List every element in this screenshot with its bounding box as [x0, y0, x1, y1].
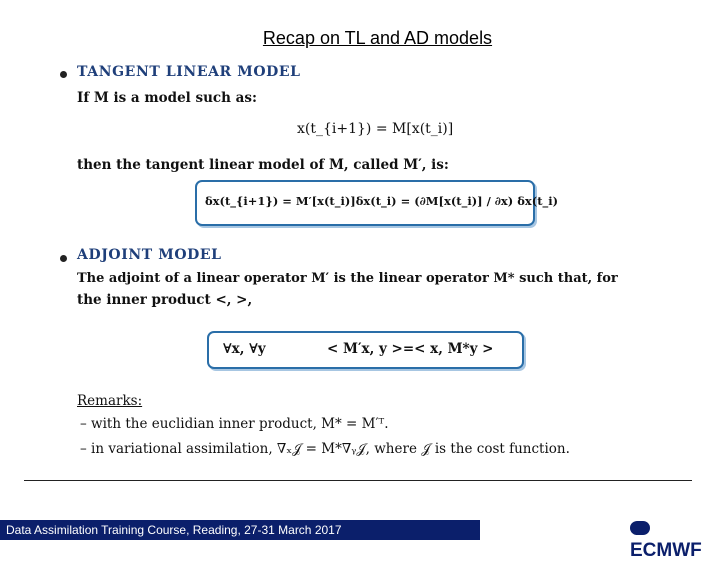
ad-box-quantifier: ∀x, ∀y [223, 341, 266, 357]
remark-2: – in variational assimilation, ∇ₓ𝒥 = M*∇ᵧ𝒥, where 𝒥 is the cost function. [80, 441, 570, 457]
tl-if-text: If M is a model such as: [77, 90, 257, 106]
slide-title: Recap on TL and AD models [262, 28, 493, 48]
remark-1: – with the euclidian inner product, M* = M′ᵀ. [80, 416, 389, 432]
ecmwf-logo-icon [630, 521, 650, 535]
ad-line-1: The adjoint of a linear operator M′ is the linear operator M* such that, for [77, 271, 618, 286]
footer-bar: Data Assimilation Training Course, Reading, 27-31 March 2017 [0, 520, 480, 540]
bullet-tl [60, 71, 67, 78]
bullet-ad [60, 255, 67, 262]
ecmwf-logo [630, 518, 720, 562]
ad-equation-box [207, 331, 524, 369]
logo-text: ECMWF [630, 540, 702, 561]
footer-divider [24, 480, 692, 481]
tl-box-equation: δx(t_{i+1}) = M′[x(t_i)]δx(t_i) = (∂M[x(t_i)] / ∂x) δx(t_i) [205, 194, 559, 208]
ad-line-2: the inner product <, >, [77, 292, 253, 308]
tl-heading: TANGENT LINEAR MODEL [77, 64, 301, 80]
ad-box-equation: < M′x, y >=< x, M*y > [327, 341, 494, 357]
tl-equation-box [195, 180, 559, 226]
tl-model-equation: x(t_{i+1}) = M[x(t_i)] [297, 121, 454, 137]
remarks-label: Remarks: [77, 393, 143, 409]
ad-heading: ADJOINT MODEL [77, 247, 222, 263]
tl-then-text: then the tangent linear model of M, called M′, is: [77, 157, 449, 173]
